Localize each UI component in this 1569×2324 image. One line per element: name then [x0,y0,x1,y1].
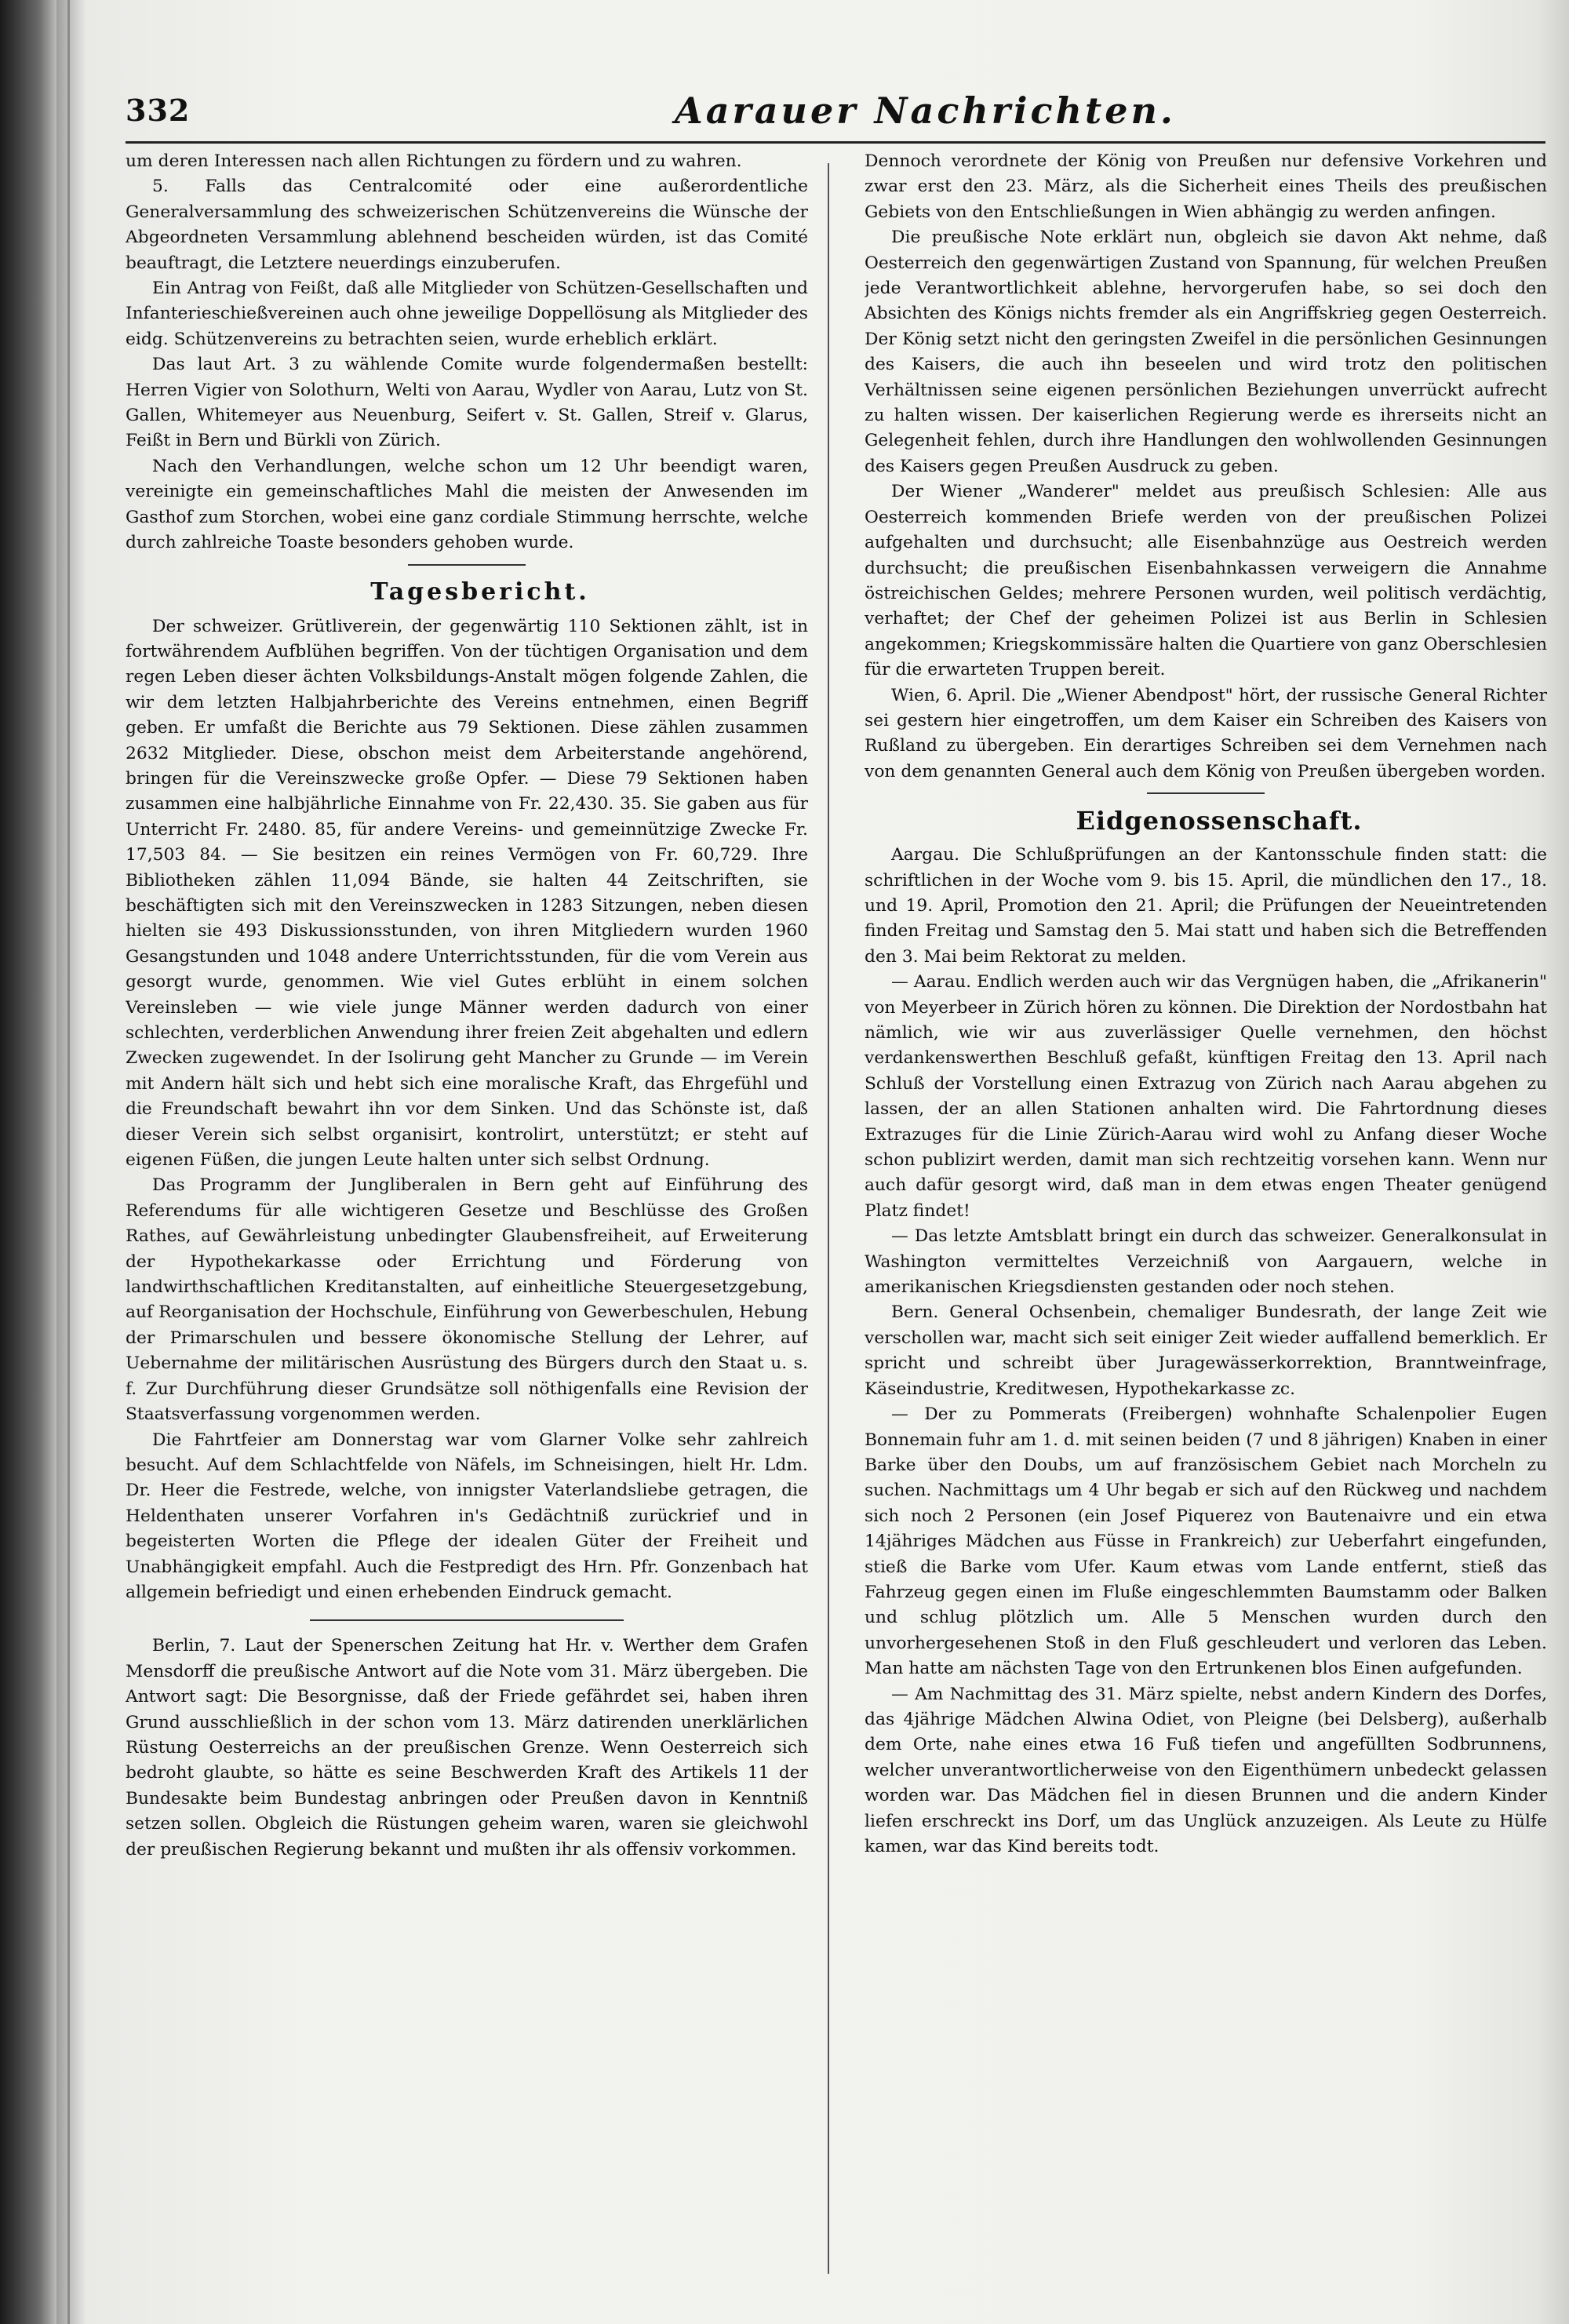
masthead-title: Aarauer Nachrichten. [675,89,1176,132]
header-rule [126,141,1545,144]
article-paragraph: Der schweizer. Grütliverein, der gegenwärtig 110 Sektionen zählt, ist in fortwährendem Aufblühen begriffen. Von der tüchtigen Organisation und dem regen Leben dieser ächten Volksbildungs-Anstalt mögen folgende Zahlen, die wir dem letzten Halbjahrberichte des Vereins entnehmen, einen Begriff geben. Er umfaßt die Berichte aus 79 Sektionen. Diese zählen zusammen 2632 Mitglieder. Diese, obschon meist dem Arbeiterstande angehörend, bringen für die Vereinszwecke große Opfer. — Diese 79 Sektionen haben zusammen eine halbjährliche Einnahme von Fr. 22,430. 35. Sie gaben aus für Unterricht Fr. 2480. 85, für andere Vereins- und gemeinnützige Zwecke Fr. 17,503 84. — Sie besitzen ein reines Vermögen von Fr. 60,729. Ihre Bibliotheken zählen 11,094 Bände, sie halten 44 Zeitschriften, sie beschäftigten sich mit den Vereinszwecken in 1283 Sitzungen, neben diesen hielten sie 493 Diskussionsstunden, von ihren Mitgliedern wurden 1960 Gesangstunden und 1048 andere Unterrichtsstunden, für die vom Verein aus gesorgt wurde, genommen. Wie viel Gutes erblüht in einem solchen Vereinsleben — wie viele junge Männer werden dadurch von einer schlechten, verderblichen Anwendung ihrer freien Zeit abgehalten und edlern Zwecken zugewendet. In der Isolirung geht Mancher zu Grunde — im Verein mit Andern hält sich und hebt sich eine moralische Kraft, das Ehrgefühl und die Freundschaft bewahrt ihn vor dem Sinken. Und das Schönste ist, daß dieser Verein sich selbst organisirt, kontrolirt, unterstützt; er steht auf eigenen Füßen, die jungen Leute halten unter sich selbst Ordnung. [126,616,808,1171]
section-heading-tagesbericht: Tagesbericht. [370,577,590,606]
article-paragraph: — Am Nachmittag des 31. März spielte, nebst andern Kindern des Dorfes, das 4jährige Mädchen Alwina Odiet, von Pleigne (bei Delsberg), außerhalb dem Orte, nahe eines etwa 16 Fuß tiefen und angefüllten Sodbrunnens, welcher unverantwortlicherweise von den Eigenthümern unbedeckt gelassen worden war. Das Mädchen fiel in diesen Brunnen und die andern Kinder liefen erschreckt ins Dorf, um das Unglück anzuzeigen. Als Leute zu Hülfe kamen, war das Kind bereits todt. [865,1684,1547,1856]
column-divider [828,163,829,2274]
article-paragraph: Bern. General Ochsenbein, chemaliger Bundesrath, der lange Zeit wie verschollen war, macht sich seit einiger Zeit wieder auffallend bemerklich. Er spricht und schreibt über Juragewässerkorrektion, Branntweinfrage, Käseindustrie, Kreditwesen, Hypothekarkasse zc. [865,1302,1547,1399]
article-paragraph: Dennoch verordnete der König von Preußen nur defensive Vorkehren und zwar erst den 23. März, als die Sicherheit eines Theils des preußischen Gebiets von den Entschließungen in Wien abhängig zu werden anfingen. [865,151,1547,222]
article-paragraph: 5. Falls das Centralcomité oder eine außerordentliche Generalversammlung des schweizerischen Schützenvereins die Wünsche der Abgeordneten Versammlung ablehnend bescheiden würden, ist das Comité beauftragt, die Letztere neuerdings einzuberufen. [126,177,808,273]
newspaper-page [118,85,1553,2305]
article-paragraph: Die Fahrtfeier am Donnerstag war vom Glarner Volke sehr zahlreich besucht. Auf dem Schlachtfelde von Näfels, im Schneisingen, hielt Hr. Ldm. Dr. Heer die Festrede, welche, von innigster Vaterlandsliebe getragen, die Heldenthaten unserer Vorfahren in's Gedächtniß zurückrief und in begeisterten Worten die Pflege der idealen Güter der Freiheit und Unabhängigkeit empfahl. Auch die Festpredigt des Hrn. Pfr. Gonzenbach hat allgemein befriedigt und einen erhebenden Eindruck gemacht. [126,1430,808,1602]
left-column [126,149,808,2299]
article-paragraph: um deren Interessen nach allen Richtungen zu fördern und zu wahren. [126,151,742,171]
article-paragraph: Nach den Verhandlungen, welche schon um 12 Uhr beendigt waren, vereinigte ein gemeinschaftliches Mahl die meisten der Anwesenden im Gasthof zum Storchen, wobei eine ganz cordiale Stimmung herrschte, welche durch zahlreiche Toaste besonders gehoben wurde. [126,456,808,553]
article-paragraph: Berlin, 7. Laut der Spenerschen Zeitung hat Hr. v. Werther dem Grafen Mensdorff die preußische Antwort auf die Note vom 31. März übergeben. Die Antwort sagt: Die Besorgnisse, daß der Friede gefährdet sei, haben ihren Grund ausschließlich in der schon vom 13. März datirenden unerklärlichen Rüstung Oesterreichs an der preußischen Grenze. Wenn Oesterreich sich bedroht glaubte, so hätte es seine Beschwerden Kraft des Artikels 11 der Bundesakte beim Bundestag anbringen oder Preußen davon in Kenntniß setzen sollen. Obgleich die Rüstungen geheim waren, waren sie gleichwohl der preußischen Regierung bekannt und mußten ihr als offensiv vorkommen. [126,1636,808,1860]
article-divider [310,1619,624,1621]
article-paragraph: Wien, 6. April. Die „Wiener Abendpost" hört, der russische General Richter sei gestern hier eingetroffen, um dem Kaiser ein Schreiben des Kaisers von Rußland zu übergeben. Ein derartiges Schreiben sei dem Vernehmen nach von dem genannten General auch dem König von Preußen übergeben worden. [865,685,1547,781]
article-paragraph: — Der zu Pommerats (Freibergen) wohnhafte Schalenpolier Eugen Bonnemain fuhr am 1. d. mit seinen beiden (7 und 8 jährigen) Knaben in einer Barke über den Doubs, um auf französischem Gebiet nach Morcheln zu suchen. Nachmittags um 4 Uhr begab er sich auf den Rückweg und nachdem sich noch 2 Personen (ein Josef Piquerez von Bautenaivre und ein etwa 14jähriges Mädchen aus Füsse in Frankreich) zur Ueberfahrt eingefunden, stieß die Barke vom Ufer. Kaum etwas vom Lande entfernt, stieß das Fahrzeug gegen einen im Fluße eingeschlemmten Baumstamm oder Balken und schlug plötzlich um. Alle 5 Menschen wurden durch den unvorhergesehenen Stoß in den Fluß geschleudert und verloren das Leben. Man hatte am nächsten Tage von den Ertrunkenen blos Einen aufgefunden. [865,1404,1547,1679]
binding-gutter-line [67,0,70,2324]
article-paragraph: Das laut Art. 3 zu wählende Comite wurde folgendermaßen bestellt: Herren Vigier von Solothurn, Welti von Aarau, Wydler von Aarau, Lutz von St. Gallen, Whitemeyer aus Neuenburg, Seifert v. St. Gallen, Streif v. Glarus, Feißt in Bern und Bürkli von Zürich. [126,355,808,451]
article-paragraph: — Das letzte Amtsblatt bringt ein durch das schweizer. Generalkonsulat in Washington vermitteltes Verzeichniß von Aargauern, welche in amerikanischen Kriegsdiensten gestanden oder noch stehen. [865,1226,1547,1298]
section-divider [1147,792,1265,794]
article-paragraph: Aargau. Die Schlußprüfungen an der Kantonsschule finden statt: die schriftlichen in der Woche vom 9. bis 15. April, die mündlichen den 17., 18. und 19. April, Promotion den 21. April; die Prüfungen der Neueintretenden finden Freitag und Samstag den 5. Mai statt und haben sich die Betreffenden den 3. Mai beim Rektorat zu melden. [865,845,1547,967]
right-column [865,149,1547,2299]
section-divider [408,564,526,566]
page-header [126,89,1545,140]
article-paragraph: Ein Antrag von Feißt, daß alle Mitglieder von Schützen-Gesellschaften und Infanterieschießvereinen auch ohne jeweilige Doppellösung als Mitglieder des eidg. Schützenvereins zu betrachten seien, wurde erheblich erklärt. [126,279,808,349]
article-paragraph: Das Programm der Jungliberalen in Bern geht auf Einführung des Referendums für alle wichtigeren Gesetze und Beschlüsse des Großen Rathes, auf Gewährleistung unbedingter Glaubensfreiheit, auf Erweiterung der Hypothekarkasse oder Errichtung und Förderung von landwirthschaftlichen Kreditanstalten, auf einheitliche Steuergesetzgebung, auf Reorganisation der Hochschule, Einführung von Gewerbeschulen, Hebung der Primarschulen und bessere ökonomische Stellung der Lehrer, auf Uebernahme der militärischen Ausrüstung des Bürgers durch den Staat u. s. f. Zur Durchführung dieser Grundsätze soll nöthigenfalls eine Revision der Staatsverfassung vorgenommen werden. [126,1175,808,1425]
page-number: 332 [126,93,191,128]
book-binding-edge [0,0,56,2324]
article-paragraph: — Aarau. Endlich werden auch wir das Vergnügen haben, die „Afrikanerin" von Meyerbeer in Zürich hören zu können. Die Direktion der Nordostbahn hat nämlich, wie wir aus zuverlässiger Quelle vernehmen, den höchst verdankenswerthen Beschluß gefaßt, künftigen Freitag den 13. April nach Schluß der Vorstellung einen Extrazug von Zürich nach Aarau abgehen zu lassen, der an allen Stationen anhalten wird. Die Fahrtordnung dieses Extrazuges für die Linie Zürich-Aarau wird wohl zu Anfang dieser Woche schon publizirt werden, damit man sich rechtzeitig vorsehen kann. Wenn nur auch dafür gesorgt wird, daß man in dem etwas engen Theater genügend Platz findet! [865,972,1547,1221]
article-paragraph: Die preußische Note erklärt nun, obgleich sie davon Akt nehme, daß Oesterreich den gegenwärtigen Zustand von Spannung, für welchen Preußen jede Verantwortlichkeit ablehne, hervorgerufen habe, so sei doch den Absichten des Königs nichts fremder als ein Angriffskrieg gegen Oesterreich. Der König setzt nicht den geringsten Zweifel in die persönlichen Gesinnungen des Kaisers, die auch ihn beseelen und wird trotz den politischen Verhältnissen seine eigenen persönlichen Beziehungen unverrückt aufrecht zu halten wissen. Der kaiserlichen Regierung werde es ihrerseits nicht an Gelegenheit fehlen, durch ihre Handlungen den wohlwollenden Gesinnungen des Kaisers gegen Preußen Ausdruck zu geben. [865,228,1547,476]
section-heading-eidgenossenschaft: Eidgenossenschaft. [1076,806,1363,836]
article-paragraph: Der Wiener „Wanderer" meldet aus preußisch Schlesien: Alle aus Oesterreich kommenden Briefe werden von der preußischen Polizei aufgehalten und durchsucht; alle Eisenbahnzüge aus Oestreich werden durchsucht; die preußischen Eisenbahnkassen verweigern die Annahme östreichischen Geldes; mehrere Personen wurden, weil politisch verdächtig, verhaftet; der Chef der geheimen Polizei ist aus Berlin in Schlesien angekommen; Kriegskommissäre halten die Quartiere von ganz Oberschlesien für die erwarteten Truppen bereit. [865,482,1547,680]
